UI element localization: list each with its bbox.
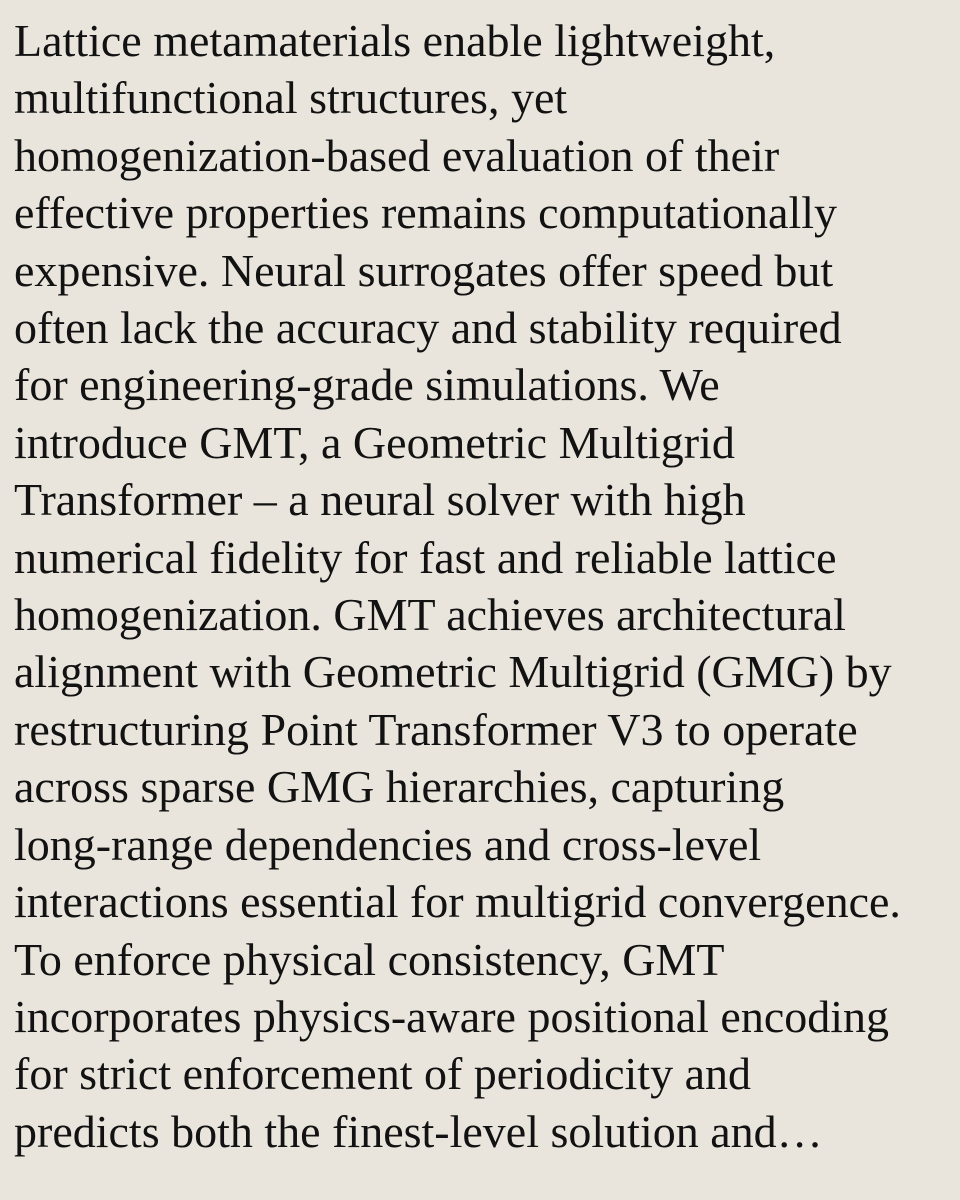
abstract-line: predicts both the finest-level solution and… [14, 1105, 823, 1157]
abstract-line: Lattice metamaterials enable lightweight, [14, 15, 776, 66]
abstract-line: expensive. Neural surrogates offer speed but [14, 244, 834, 296]
abstract-line: introduce GMT, a Geometric Multigrid [14, 416, 735, 468]
abstract-line: for engineering-grade simulations. We [14, 359, 720, 411]
abstract-line: homogenization. GMT achieves architectural [14, 589, 846, 641]
abstract-text [14, 12, 946, 1160]
abstract-line: Transformer – a neural solver with high [14, 474, 746, 526]
abstract-line: for strict enforcement of periodicity and [14, 1048, 751, 1100]
abstract-line: To enforce physical consistency, GMT [14, 933, 725, 985]
abstract-line: across sparse GMG hierarchies, capturing [14, 761, 785, 813]
abstract-line: restructuring Point Transformer V3 to operate [14, 703, 858, 755]
abstract-line: homogenization-based evaluation of their [14, 129, 780, 181]
abstract-line: incorporates physics-aware positional encoding [14, 990, 890, 1042]
abstract-line: long-range dependencies and cross-level [14, 818, 762, 870]
abstract-line: effective properties remains computationally [14, 187, 838, 239]
abstract-line: alignment with Geometric Multigrid (GMG) by [14, 646, 892, 698]
abstract-line: interactions essential for multigrid convergence. [14, 876, 901, 928]
abstract-line: often lack the accuracy and stability required [14, 302, 842, 354]
abstract-line: multifunctional structures, yet [14, 72, 568, 124]
abstract-line: numerical fidelity for fast and reliable lattice [14, 531, 837, 583]
